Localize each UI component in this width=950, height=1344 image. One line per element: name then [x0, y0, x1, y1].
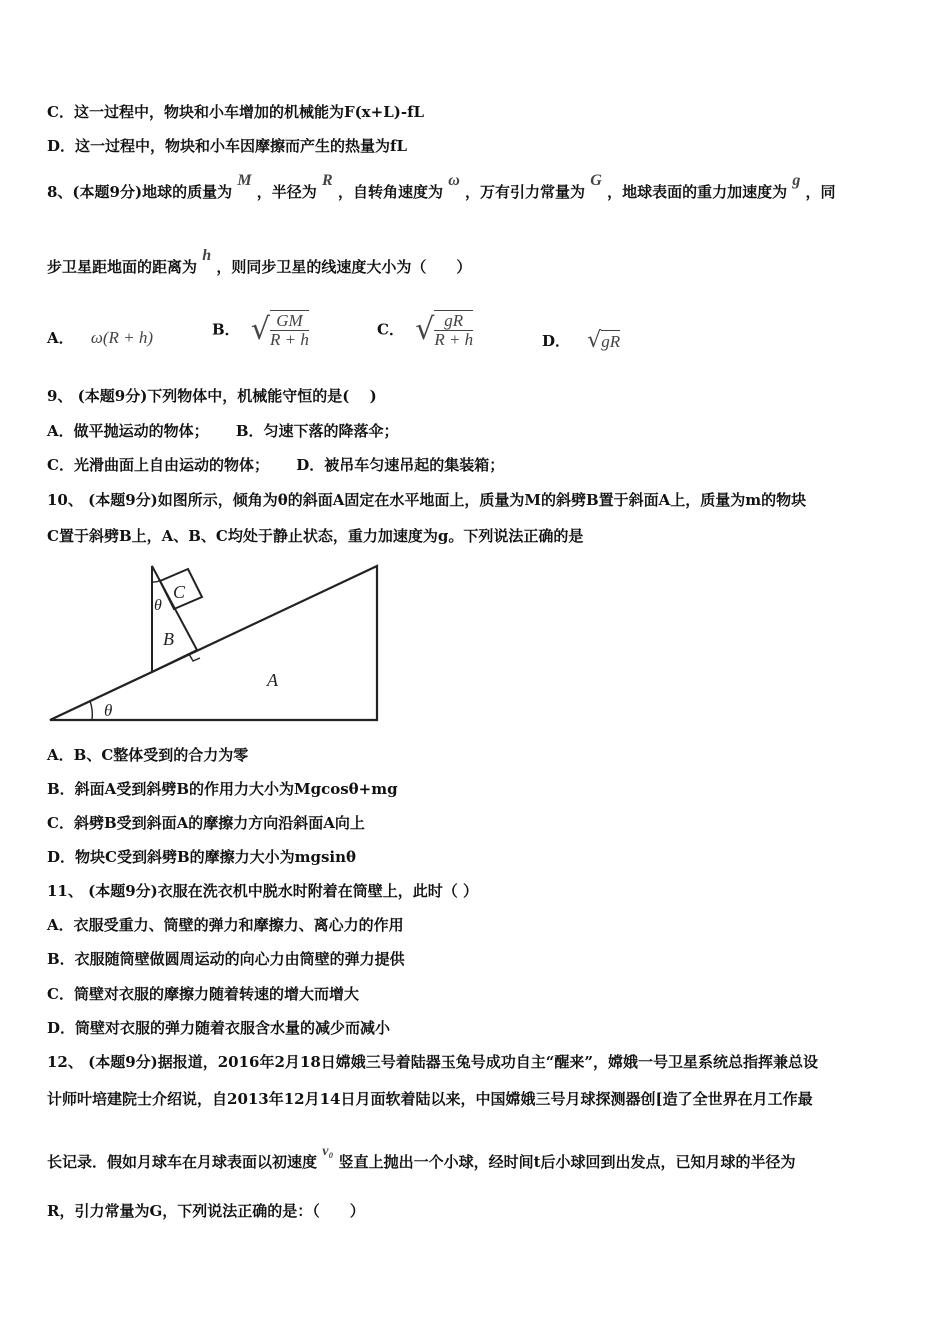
question-12-line-2: 计师叶培建院士介绍说，自2013年12月14日月面软着陆以来，中国嫦娥三号月球探测器创[造了全世界在月工作最	[47, 1090, 813, 1108]
question-12-line-4: R，引力常量为G，下列说法正确的是：（ ）	[47, 1202, 365, 1220]
symbol-g: g	[792, 172, 801, 189]
right-angle-mark	[189, 654, 200, 661]
question-11: 11、 (本题9分)衣服在洗衣机中脱水时附着在筒壁上，此时（ ）	[47, 882, 478, 900]
q8-option-c	[377, 310, 473, 349]
symbol-M: M	[237, 172, 252, 189]
q8-text-g: 步卫星距地面的距离为	[47, 258, 198, 276]
q8-text-b: ，半径为	[256, 183, 317, 201]
symbol-v0: v₀	[322, 1144, 334, 1159]
q11-option-a: A．衣服受重力、筒壁的弹力和摩擦力、离心力的作用	[47, 916, 404, 934]
q9-option-c: C．光滑曲面上自由运动的物体；	[47, 456, 269, 474]
option-c-prev: C．这一过程中，物块和小车增加的机械能为F(x+L)-fL	[47, 103, 425, 121]
numerator: gR	[434, 312, 473, 331]
q8-option-d	[542, 326, 620, 356]
option-c-fraction	[434, 310, 473, 349]
denominator: R + h	[434, 330, 474, 349]
option-label: B．	[212, 320, 240, 339]
label-theta-top: θ	[154, 597, 162, 614]
q8-text-e: ，地球表面的重力加速度为	[607, 183, 788, 201]
q11-option-d: D．筒壁对衣服的弹力随着衣服含水量的减少而减小	[47, 1019, 391, 1037]
question-12-line-3	[47, 1144, 796, 1174]
q8-option-a	[47, 328, 153, 348]
q11-option-c: C．筒壁对衣服的摩擦力随着转速的增大而增大	[47, 985, 359, 1003]
radical-icon: √	[415, 311, 435, 347]
option-d-expression: gR	[601, 332, 621, 351]
option-a-expression: ω(R + h)	[90, 328, 154, 347]
option-c-sqrt	[415, 310, 473, 349]
option-label: D．	[542, 332, 571, 350]
option-d-prev: D．这一过程中，物块和小车因摩擦而产生的热量为fL	[47, 137, 408, 155]
option-b-sqrt	[251, 310, 309, 349]
q9-option-a: A．做平抛运动的物体；	[47, 422, 209, 440]
option-label: A．	[47, 329, 74, 347]
q10-option-c: C．斜劈B受到斜面A的摩擦力方向沿斜面A向上	[47, 814, 365, 832]
q9-option-d: D．被吊车匀速吊起的集装箱；	[296, 456, 505, 474]
denominator: R + h	[270, 330, 309, 349]
question-10-line-1: 10、 (本题9分)如图所示，倾角为θ的斜面A固定在水平地面上，质量为M的斜劈B置于斜面A上，质量为m的物块	[47, 491, 807, 509]
radical-icon: √	[587, 328, 602, 353]
theta-arc-bottom	[90, 701, 92, 720]
symbol-G: G	[590, 172, 602, 189]
question-8-line-2	[47, 247, 472, 278]
label-B: B	[163, 629, 174, 649]
label-C: C	[173, 582, 186, 602]
question-10-line-2: C置于斜劈B上，A、B、C均处于静止状态，重力加速度为g。下列说法正确的是	[47, 527, 584, 545]
question-number: 8、(本题9分)	[47, 183, 143, 201]
option-d-sqrt	[587, 326, 620, 356]
q8-text-a: 地球的质量为	[142, 183, 233, 201]
symbol-omega: ω	[448, 172, 460, 189]
option-b-fraction	[270, 310, 309, 349]
incline-figure	[40, 560, 390, 730]
incline-A	[50, 566, 377, 720]
q11-option-b: B．衣服随筒壁做圆周运动的向心力由筒壁的弹力提供	[47, 950, 405, 968]
q10-option-a: A．B、C整体受到的合力为零	[47, 746, 249, 764]
q12-text-a: 长记录．假如月球车在月球表面以初速度	[47, 1153, 318, 1171]
q10-option-b: B．斜面A受到斜劈B的作用力大小为Mgcosθ+mg	[47, 780, 398, 798]
question-9: 9、 (本题9分)下列物体中，机械能守恒的是( )	[47, 387, 377, 405]
q8-text-h: ，则同步卫星的线速度大小为（ ）	[216, 258, 472, 276]
q8-text-f: ，同	[805, 183, 836, 201]
q9-options-ab	[47, 421, 399, 441]
q8-text-d: ，万有引力常量为	[465, 183, 586, 201]
radical-icon: √	[250, 311, 271, 347]
symbol-R: R	[322, 172, 333, 189]
q8-text-c: ，自转角速度为	[337, 183, 443, 201]
q8-option-b	[212, 310, 309, 349]
q12-text-b: 竖直上抛出一个小球，经时间t后小球回到出发点，已知月球的半径为	[338, 1153, 796, 1171]
symbol-h: h	[202, 247, 212, 264]
option-label: C．	[377, 320, 404, 339]
q9-options-cd	[47, 455, 504, 475]
q10-option-d: D．物块C受到斜劈B的摩擦力大小为mgsinθ	[47, 848, 357, 866]
q9-option-b: B．匀速下落的降落伞；	[235, 422, 399, 440]
label-theta-bottom: θ	[104, 701, 113, 720]
question-12-line-1: 12、 (本题9分)据报道，2016年2月18日嫦娥三号着陆器玉兔号成功自主“醒来”，嫦娥一号卫星系统总指挥兼总设	[47, 1053, 819, 1071]
numerator: GM	[270, 312, 309, 331]
question-8-line-1	[47, 172, 836, 203]
label-A: A	[267, 670, 278, 690]
